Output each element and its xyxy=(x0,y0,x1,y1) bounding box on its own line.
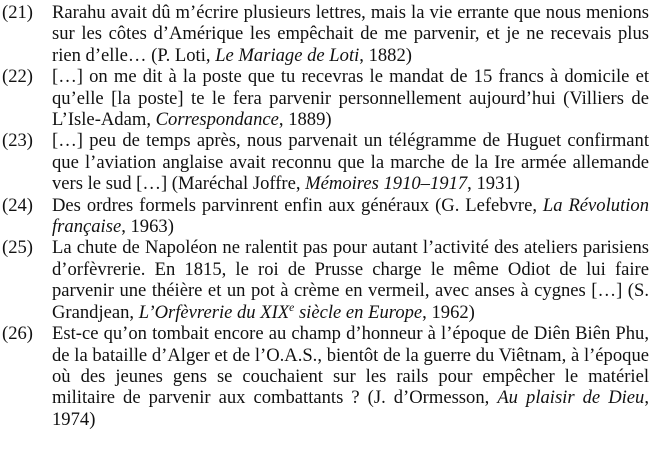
example-quote: Est-ce qu’on tombait encore au champ d’honneur à l’époque de Diên Biên Phu, de la bataille d’Alger et de l’O.A.S., bientôt de la guerre du Viêtnam, à l’époque où des jeunes gens se couchaient sur les rails pour empêcher le matériel militaire de parvenir aux combattants ? (J. d’Ormesson, xyxy=(52,323,649,409)
source-title: Correspondance xyxy=(155,109,279,131)
source-title: La Révolution française xyxy=(52,194,649,238)
example-item-21 xyxy=(0,2,653,66)
example-quote: Des ordres formels parvinrent enfin aux généraux (G. Lefebvre, xyxy=(52,194,543,216)
example-item-22 xyxy=(0,66,653,130)
example-item-23 xyxy=(0,130,653,194)
source-date: , 1889) xyxy=(278,109,332,131)
source-date: , 1974) xyxy=(52,387,650,430)
example-item-26 xyxy=(0,323,653,430)
example-text xyxy=(52,130,653,194)
example-number: (25) xyxy=(2,237,33,259)
example-quote: […] on me dit à la poste que tu recevras le mandat de 15 francs à domicile et qu’elle [la poste] te le fera parvenir personnellement aujourd’hui (Villiers de L’Isle-Adam, xyxy=(52,66,649,131)
example-quote: Rarahu avait dû m’écrire plusieurs lettres, mais la vie errante que nous menions sur les côtes d’Amérique les empêchait de me parvenir, et je ne recevais plus rien d’elle… (P. Loti, xyxy=(52,2,649,66)
example-text xyxy=(52,66,653,130)
example-number: (21) xyxy=(2,2,33,23)
source-title: Au plaisir de Dieu xyxy=(497,387,645,409)
source-date: , 1963) xyxy=(121,216,174,238)
source-title: Mémoires 1910–1917 xyxy=(305,173,468,195)
source-title: L’Orfèvrerie du XIX xyxy=(138,301,290,323)
source-date: , 1931) xyxy=(467,173,520,195)
example-quote: La chute de Napoléon ne ralentit pas pour autant l’activité des ateliers parisiens d’orfèvrerie. En 1815, le roi de Prusse charge le même Odiot de lui faire parvenir une théière et un pot à crème en vermeil, avec anses à cygnes […] (S. Grandjean, xyxy=(52,237,649,323)
source-title-rest: siècle en Europe xyxy=(294,301,423,323)
example-text xyxy=(52,195,653,238)
example-number: (24) xyxy=(2,194,33,216)
example-number: (26) xyxy=(2,323,33,345)
source-date: , 1962) xyxy=(422,301,475,323)
example-text xyxy=(52,2,653,66)
example-number: (23) xyxy=(2,130,33,152)
source-date: , 1882) xyxy=(359,44,412,66)
source-title: Le Mariage de Loti xyxy=(215,44,360,66)
example-item-24 xyxy=(0,195,653,238)
example-number: (22) xyxy=(2,66,33,88)
example-quote: […] peu de temps après, nous parvenait un télégramme de Huguet confirmant que l’aviation anglaise avait reconnu que la marche de la Ire armée allemande vers le sud […] (Maréchal Joffre, xyxy=(52,130,649,195)
source-title-superscript: e xyxy=(289,301,295,314)
example-item-25 xyxy=(0,237,653,323)
example-text xyxy=(52,237,653,323)
example-text xyxy=(52,323,653,430)
